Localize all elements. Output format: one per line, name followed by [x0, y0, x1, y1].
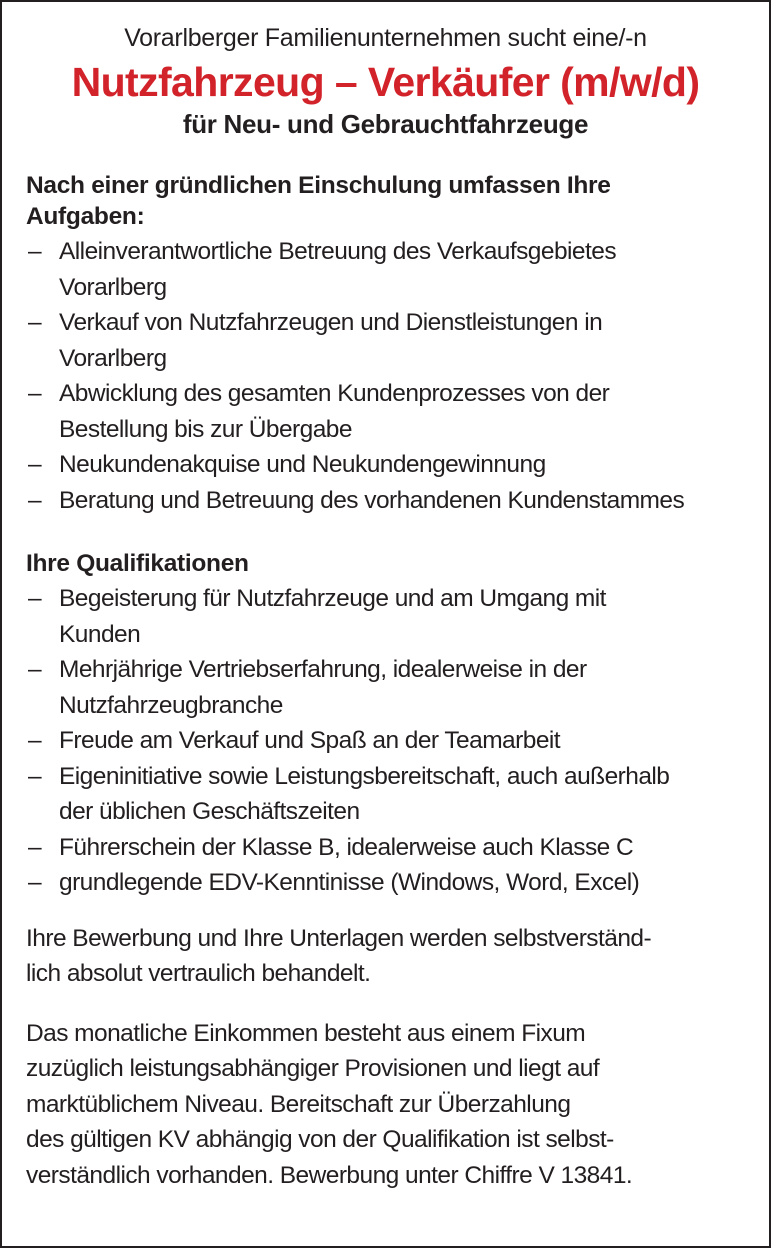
salary-note-line: marktüblichem Niveau. Bereitschaft zur Überzahlung: [26, 1090, 571, 1118]
list-item-text: Verkauf von Nutzfahrzeugen und Dienstleistungen in: [59, 309, 603, 336]
list-item-text: Alleinverantwortliche Betreuung des Verkaufsgebietes: [59, 238, 617, 265]
application-note-line: Ihre Bewerbung und Ihre Unterlagen werden selbstverständ-: [26, 924, 652, 952]
list-item: [26, 830, 745, 866]
list-item: [26, 376, 745, 447]
list-item-text: Nutzfahrzeugbranche: [59, 691, 283, 719]
list-item-text: der üblichen Geschäftszeiten: [59, 798, 360, 825]
list-item-text: Kunden: [59, 620, 141, 648]
tasks-heading-line: Nach einer gründlichen Einschulung umfassen Ihre: [26, 172, 611, 199]
list-item: [26, 305, 745, 376]
list-item-text: Begeisterung für Nutzfahrzeuge und am Umgang mit: [59, 585, 606, 612]
list-item-text: Mehrjährige Vertriebserfahrung, idealerweise in der: [59, 656, 587, 683]
dash-bullet: –: [28, 656, 42, 683]
qualifications-list: [26, 581, 745, 901]
dash-bullet: –: [28, 309, 42, 336]
list-item-text: Abwicklung des gesamten Kundenprozesses von der: [59, 380, 610, 407]
list-item: [26, 581, 745, 652]
dash-bullet: –: [28, 380, 42, 407]
list-item: [26, 759, 745, 830]
dash-bullet: –: [28, 869, 42, 896]
qualifications-heading: Ihre Qualifikationen: [26, 550, 249, 577]
dash-bullet: –: [28, 451, 42, 478]
list-item-text: Bestellung bis zur Übergabe: [59, 415, 352, 443]
list-item-text: Eigeninitiative sowie Leistungsbereitschaft, auch außerhalb: [59, 762, 670, 790]
list-item-text: Beratung und Betreuung des vorhandenen Kundenstammes: [59, 486, 685, 514]
salary-note: [26, 1016, 745, 1194]
list-item-text: Freude am Verkauf und Spaß an der Teamarbeit: [59, 727, 561, 754]
application-note-line: lich absolut vertraulich behandelt.: [26, 960, 371, 987]
list-item: [26, 483, 745, 519]
list-item-text: Vorarlberg: [59, 344, 167, 372]
ad-intro: Vorarlberger Familienunternehmen sucht eine/-n: [124, 24, 647, 52]
list-item: [26, 865, 745, 901]
dash-bullet: –: [28, 762, 42, 790]
salary-note-line: des gültigen KV abhängig von der Qualifikation ist selbst-: [26, 1126, 614, 1153]
list-item-text: Vorarlberg: [59, 273, 167, 301]
application-note: [26, 921, 745, 992]
job-subtitle: für Neu- und Gebrauchtfahrzeuge: [182, 109, 589, 139]
list-item: [26, 447, 745, 483]
list-item: [26, 652, 745, 723]
tasks-heading-line: Aufgaben:: [26, 203, 145, 230]
list-item: [26, 723, 745, 759]
tasks-list: [26, 234, 745, 518]
tasks-heading: [26, 170, 745, 232]
dash-bullet: –: [28, 238, 42, 265]
dash-bullet: –: [28, 727, 42, 754]
job-title: Nutzfahrzeug – Verkäufer (m/w/d): [71, 59, 700, 105]
salary-note-line: verständlich vorhanden. Bewerbung unter Chiffre V 13841.: [26, 1161, 633, 1189]
salary-note-line: Das monatliche Einkommen besteht aus einem Fixum: [26, 1019, 586, 1047]
dash-bullet: –: [28, 486, 42, 514]
list-item-text: grundlegende EDV-Kenntinisse (Windows, Word, Excel): [59, 869, 640, 896]
salary-note-line: zuzüglich leistungsabhängiger Provisionen und liegt auf: [26, 1055, 600, 1082]
list-item-text: Neukundenakquise und Neukundengewinnung: [59, 451, 546, 478]
list-item-text: Führerschein der Klasse B, idealerweise auch Klasse C: [59, 833, 634, 861]
list-item: [26, 234, 745, 305]
dash-bullet: –: [28, 833, 42, 861]
dash-bullet: –: [28, 585, 42, 612]
